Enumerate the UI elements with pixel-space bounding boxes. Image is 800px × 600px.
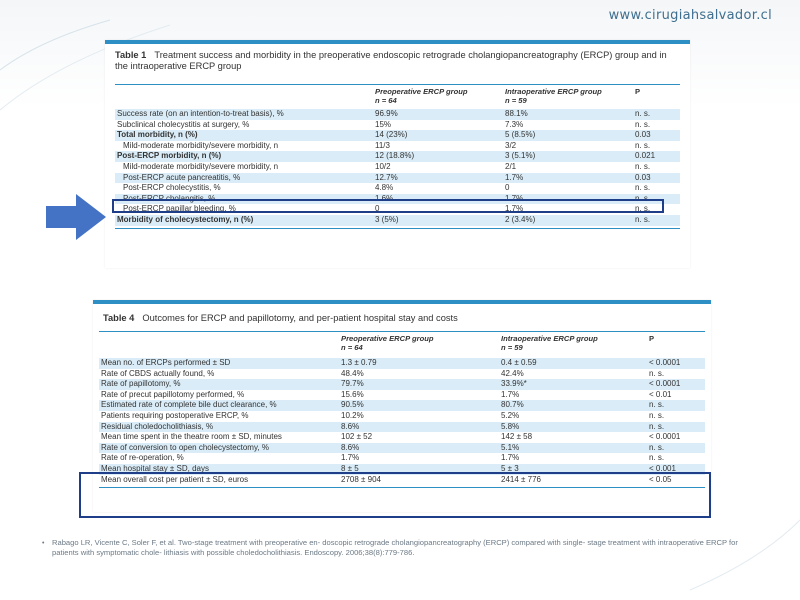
table4-cell-p: < 0.0001 xyxy=(647,379,705,390)
table4-cell-pre: 8.6% xyxy=(339,422,499,433)
table4-cell-p: < 0.01 xyxy=(649,389,672,399)
table4-cell-pre: 15.6% xyxy=(341,389,364,399)
table4-row xyxy=(99,400,705,411)
table1-row xyxy=(115,151,680,162)
table1-row xyxy=(115,141,680,152)
table-4-header-label xyxy=(99,332,339,358)
table-4-title xyxy=(93,304,711,331)
table1-cell-intra: 7.3% xyxy=(505,119,524,129)
table1-cell-p: n. s. xyxy=(635,140,651,150)
table-1-label: Table 1 xyxy=(115,50,147,60)
table4-cell-pre: 1.7% xyxy=(341,453,360,463)
table1-cell-label: Mild-moderate morbidity/severe morbidity, n xyxy=(123,140,279,150)
table4-row xyxy=(99,358,705,369)
table1-cell-p: n. s. xyxy=(633,215,680,226)
table-1-header-intra: Intraoperative ERCP group n = 59 xyxy=(505,87,602,105)
table1-cell-label: Mild-moderate morbidity/severe morbidity, n xyxy=(123,161,279,171)
table1-cell-intra: 2 (3.4%) xyxy=(503,215,633,226)
table-1-header-pre: Preoperative ERCP group n = 64 xyxy=(375,87,468,105)
site-url: www.cirugiahsalvador.cl xyxy=(608,8,772,23)
table-1-caption: Treatment success and morbidity in the preoperative endoscopic retrograde cholangiopancreatography (ERCP) group and in the intraoperative ERCP group xyxy=(115,50,667,71)
table4-cell-p: n. s. xyxy=(649,453,665,463)
table-1-bottom-rule xyxy=(115,228,680,229)
table4-cell-p: n. s. xyxy=(647,422,705,433)
table4-row xyxy=(99,432,705,443)
table1-cell-pre: 12 (18.8%) xyxy=(373,151,503,162)
table1-cell-p: n. s. xyxy=(635,183,651,193)
table-4-header-intra: Intraoperative ERCP group n = 59 xyxy=(501,334,598,352)
table1-row xyxy=(115,130,680,141)
table1-cell-p: n. s. xyxy=(635,204,651,214)
table1-cell-intra: 1.7% xyxy=(505,204,524,214)
table1-cell-label: Post-ERCP cholangitis, % xyxy=(115,194,373,205)
table4-cell-pre: 90.5% xyxy=(339,400,499,411)
table1-cell-p: n. s. xyxy=(633,194,680,205)
table4-cell-label: Mean no. of ERCPs performed ± SD xyxy=(99,358,339,369)
table4-cell-p: < 0.001 xyxy=(647,464,705,475)
table-1-title xyxy=(105,44,690,84)
table4-cell-p: < 0.0001 xyxy=(647,358,705,369)
table1-row xyxy=(115,162,680,173)
table1-row xyxy=(115,109,680,120)
table4-row xyxy=(99,379,705,390)
table1-cell-pre: 10/2 xyxy=(375,161,391,171)
table4-cell-pre: 102 ± 52 xyxy=(341,432,373,442)
table-4-highlight-box xyxy=(79,472,711,518)
table4-cell-intra: 5 ± 3 xyxy=(499,464,647,475)
table1-cell-p: 0.021 xyxy=(633,151,680,162)
table1-cell-pre: 11/3 xyxy=(375,140,390,150)
table4-cell-pre: 2708 ± 904 xyxy=(341,474,381,484)
table4-cell-label: Rate of CBDS actually found, % xyxy=(101,368,215,378)
table1-cell-label: Post-ERCP morbidity, n (%) xyxy=(115,151,373,162)
table1-row xyxy=(115,173,680,184)
table4-cell-intra: 33.9%* xyxy=(499,379,647,390)
table-4 xyxy=(99,332,705,485)
table1-cell-pre: 1.6% xyxy=(373,194,503,205)
table4-cell-label: Estimated rate of complete bile duct clearance, % xyxy=(99,400,339,411)
table1-cell-intra: 1.7% xyxy=(503,173,633,184)
table4-cell-intra: 0.4 ± 0.59 xyxy=(499,358,647,369)
table4-cell-p: < 0.0001 xyxy=(649,432,681,442)
table1-cell-label: Post-ERCP papillar bleeding, % xyxy=(123,204,236,214)
table4-cell-label: Residual choledocholithiasis, % xyxy=(99,422,339,433)
table4-row xyxy=(99,453,705,464)
table4-cell-intra: 5.2% xyxy=(501,410,520,420)
table4-row xyxy=(99,390,705,401)
table4-cell-pre: 10.2% xyxy=(341,410,364,420)
table1-cell-pre: 4.8% xyxy=(375,183,394,193)
table1-cell-p: 0.03 xyxy=(633,173,680,184)
table4-row xyxy=(99,443,705,454)
table1-cell-label: Morbidity of cholecystectomy, n (%) xyxy=(115,215,373,226)
table4-cell-intra: 5.8% xyxy=(499,422,647,433)
table1-cell-pre: 0 xyxy=(375,204,380,214)
table4-cell-pre: 1.3 ± 0.79 xyxy=(339,358,499,369)
table1-cell-pre: 3 (5%) xyxy=(373,215,503,226)
table-1-header-label xyxy=(115,85,373,109)
table1-cell-p: 0.03 xyxy=(633,130,680,141)
table4-cell-label: Patients requiring postoperative ERCP, % xyxy=(101,410,249,420)
table4-cell-label: Rate of precut papillotomy performed, % xyxy=(101,389,245,399)
table4-cell-pre: 48.4% xyxy=(341,368,364,378)
table1-cell-label: Subclinical cholecystitis at surgery, % xyxy=(117,119,250,129)
table4-cell-p: n. s. xyxy=(647,443,705,454)
table4-cell-pre: 8.6% xyxy=(339,443,499,454)
table-4-body xyxy=(99,358,705,485)
table4-cell-intra: 5.1% xyxy=(499,443,647,454)
table4-cell-intra: 80.7% xyxy=(499,400,647,411)
table-1-header-row xyxy=(115,85,680,109)
table-4-header-row xyxy=(99,332,705,358)
table4-row xyxy=(99,369,705,380)
table4-cell-intra: 42.4% xyxy=(501,368,524,378)
table1-cell-intra: 1.7% xyxy=(503,194,633,205)
table1-cell-pre: 15% xyxy=(375,119,392,129)
table1-cell-intra: 3 (5.1%) xyxy=(503,151,633,162)
table4-cell-intra: 1.7% xyxy=(501,453,520,463)
table1-row xyxy=(115,120,680,131)
table1-cell-label: Post-ERCP cholecystitis, % xyxy=(123,183,221,193)
table1-cell-label: Total morbidity, n (%) xyxy=(115,130,373,141)
table1-cell-intra: 5 (8.5%) xyxy=(503,130,633,141)
table1-cell-pre: 12.7% xyxy=(373,173,503,184)
table-4-caption: Outcomes for ERCP and papillotomy, and per-patient hospital stay and costs xyxy=(142,313,458,323)
table4-cell-label: Rate of conversion to open cholecystectomy, % xyxy=(99,443,339,454)
citation-bullet: • xyxy=(42,540,45,547)
table4-cell-intra: 2414 ± 776 xyxy=(501,474,541,484)
table-1-header-p: P xyxy=(635,87,641,96)
table-4-label: Table 4 xyxy=(103,313,135,323)
citation-text: Rabago LR, Vicente C, Soler F, et al. Two-stage treatment with preoperative en- doscopic retrograde cholangiopancreatography (ERCP) compared with single- stage treatment with intraoperative ERCP for patients with symptomatic chole- lithiasis with possible choledocholithiasis. Endoscopy. 2006;38(8):779-786. xyxy=(52,538,738,557)
table1-cell-intra: 3/2 xyxy=(505,140,517,150)
table4-cell-pre: 8 ± 5 xyxy=(339,464,499,475)
table4-cell-label: Mean time spent in the theatre room ± SD, minutes xyxy=(101,432,282,442)
pointer-arrow-icon xyxy=(46,194,108,240)
table1-cell-p: n. s. xyxy=(635,119,651,129)
table1-cell-label: Success rate (on an intention-to-treat basis), % xyxy=(115,109,373,120)
table4-cell-intra: 1.7% xyxy=(501,389,520,399)
table4-cell-p: n. s. xyxy=(649,368,665,378)
table4-cell-intra: 142 ± 58 xyxy=(501,432,533,442)
table1-cell-intra: 2/1 xyxy=(505,161,517,171)
table4-cell-p: < 0.05 xyxy=(649,474,672,484)
table4-cell-p: n. s. xyxy=(649,410,665,420)
table-1-card xyxy=(105,40,690,268)
table4-cell-pre: 79.7% xyxy=(339,379,499,390)
table1-row xyxy=(115,183,680,194)
table1-cell-p: n. s. xyxy=(633,109,680,120)
table1-cell-intra: 0 xyxy=(505,183,510,193)
table4-row xyxy=(99,411,705,422)
table-4-header-p: P xyxy=(649,334,655,343)
table-4-header-pre: Preoperative ERCP group n = 64 xyxy=(341,334,434,352)
table4-cell-label: Mean overall cost per patient ± SD, euros xyxy=(101,474,249,484)
table1-cell-p: n. s. xyxy=(635,161,651,171)
table4-cell-label: Rate of re-operation, % xyxy=(101,453,184,463)
table1-cell-label: Post-ERCP acute pancreatitis, % xyxy=(115,173,373,184)
table-1-highlight-box xyxy=(112,199,664,213)
table1-cell-pre: 14 (23%) xyxy=(373,130,503,141)
table4-cell-label: Mean hospital stay ± SD, days xyxy=(99,464,339,475)
table1-cell-intra: 88.1% xyxy=(503,109,633,120)
table1-cell-pre: 96.9% xyxy=(373,109,503,120)
table4-cell-label: Rate of papillotomy, % xyxy=(99,379,339,390)
table4-cell-p: n. s. xyxy=(647,400,705,411)
table4-row xyxy=(99,422,705,433)
table1-row xyxy=(115,215,680,226)
